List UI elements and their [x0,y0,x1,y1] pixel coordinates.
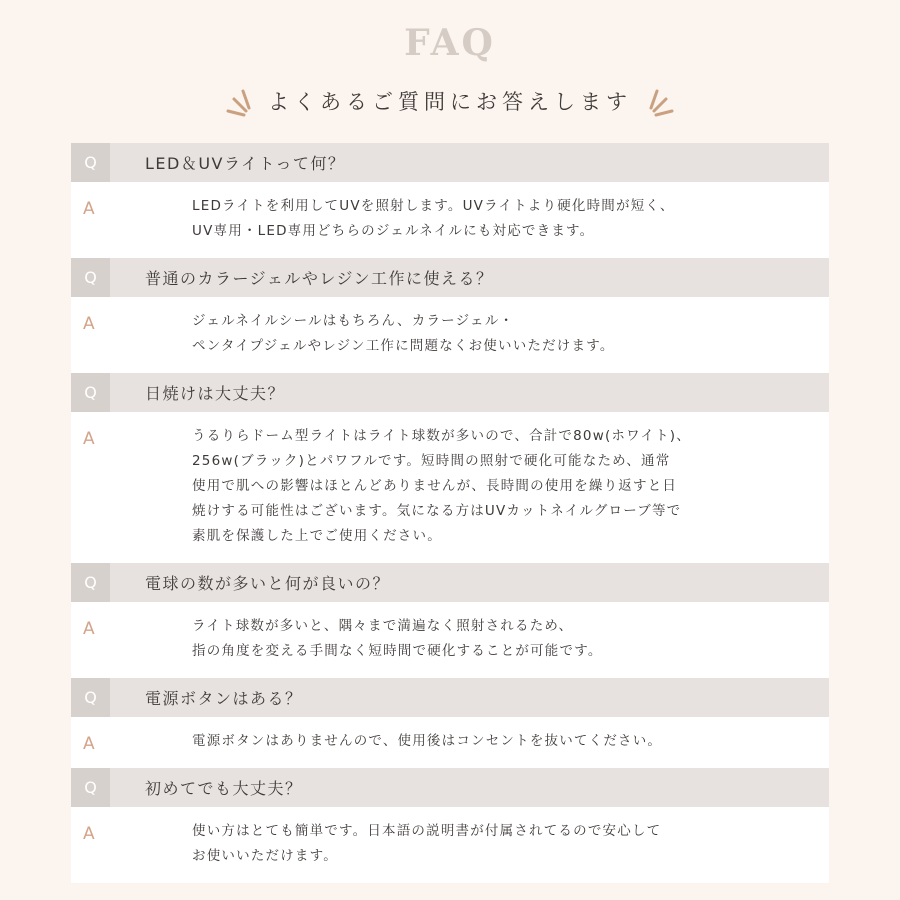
question-mark: Q [71,768,110,807]
sparkle-left-icon [218,81,258,121]
answer-block [71,182,829,258]
question-mark: Q [71,143,110,182]
question-bar [71,678,829,717]
faq-item [71,563,829,678]
question-text: 日焼けは大丈夫？ [145,384,286,403]
answer-mark: A [83,199,95,219]
page-subtitle: よくあるご質問にお答えします [268,90,632,114]
question-text: 電球の数が多いと何が良いの？ [145,574,391,593]
answer-mark: A [83,824,95,844]
answer-text [192,614,829,664]
answer-block [71,297,829,373]
question-text: 初めてでも大丈夫？ [145,779,303,798]
answer-text [192,194,829,244]
answer-line: 指の角度を変える手間なく短時間で硬化することが可能です。 [192,643,603,659]
answer-text [192,309,829,359]
answer-block [71,602,829,678]
answer-line: ライト球数が多いと、隅々まで満遍なく照射されるため、 [192,618,574,634]
answer-line: UV専用・LED専用どちらのジェルネイルにも対応できます。 [192,223,595,239]
question-text: LED＆UVライトって何？ [145,154,346,173]
subtitle-row [0,76,900,126]
faq-item [71,373,829,563]
answer-mark: A [83,734,95,754]
faq-item [71,258,829,373]
answer-block [71,717,829,768]
answer-mark: A [83,619,95,639]
page-title: FAQ [404,22,496,64]
answer-line: ジェルネイルシールはもちろん、カラージェル・ [192,313,515,329]
faq-list [71,143,829,883]
question-text: 電源ボタンはある？ [145,689,303,708]
question-bar [71,768,829,807]
question-bar [71,373,829,412]
answer-line: 使用で肌への影響はほとんどありませんが、長時間の使用を繰り返すと日 [192,478,678,494]
answer-line: 素肌を保護した上でご使用ください。 [192,528,442,544]
question-text: 普通のカラージェルやレジン工作に使える？ [145,269,494,288]
answer-line: LEDライトを利用してUVを照射します。UVライトより硬化時間が短く、 [192,198,675,214]
answer-line: 電源ボタンはありませんので、使用後はコンセントを抜いてください。 [192,733,663,749]
answer-line: ペンタイプジェルやレジン工作に問題なくお使いいただけます。 [192,338,615,354]
question-bar [71,563,829,602]
question-mark: Q [71,563,110,602]
answer-text [192,819,829,869]
answer-line: 使い方はとても簡単です。日本語の説明書が付属されてるので安心して [192,823,662,839]
answer-line: うるりらドーム型ライトはライト球数が多いので、合計で80w(ホワイト)、 [192,428,691,444]
answer-text [192,424,829,549]
faq-item [71,768,829,883]
question-mark: Q [71,678,110,717]
answer-line: お使いいただけます。 [192,848,338,864]
answer-text [192,729,829,754]
answer-line: 256w(ブラック)とパワフルです。短時間の照射で硬化可能なため、通常 [192,453,671,469]
answer-mark: A [83,429,95,449]
answer-mark: A [83,314,95,334]
faq-item [71,678,829,768]
question-bar [71,143,829,182]
answer-line: 焼けする可能性はございます。気になる方はUVカットネイルグローブ等で [192,503,682,519]
question-mark: Q [71,373,110,412]
question-mark: Q [71,258,110,297]
question-bar [71,258,829,297]
sparkle-right-icon [642,81,682,121]
answer-block [71,412,829,563]
faq-item [71,143,829,258]
answer-block [71,807,829,883]
